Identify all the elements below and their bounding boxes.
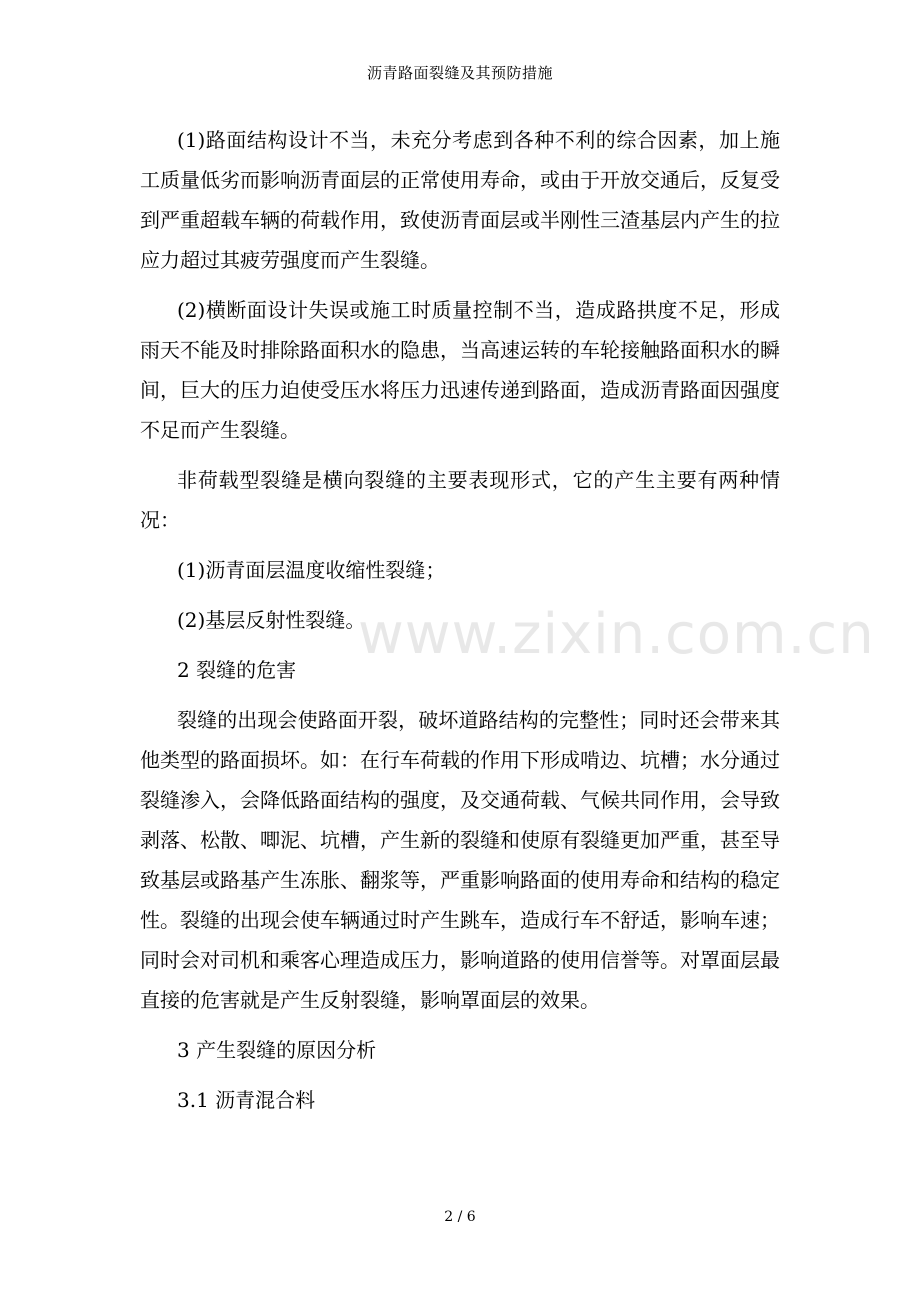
subsection-heading-3-1: 3.1 沥青混合料 [177,1088,316,1112]
page-number: 2 / 6 [444,1209,476,1225]
paragraph-nonload-item-2: (2)基层反射性裂缝。 [177,608,366,632]
page-header-title: 沥青路面裂缝及其预防措施 [366,64,553,82]
paragraph-nonload-intro: 非荷载型裂缝是横向裂缝的主要表现形式，它的产生主要有两种情况： [140,468,780,532]
paragraph-load-cause-2: (2)横断面设计失误或施工时质量控制不当，造成路拱度不足，形成雨天不能及时排除路面积水的隐患，当高速运转的车轮接触路面积水的瞬间，巨大的压力迫使受压水将压力迅速传递到路面，造成沥青路面因强度不足而产生裂缝。 [140,298,780,442]
section-heading-3: 3 产生裂缝的原因分析 [177,1038,377,1062]
document-body [140,120,780,1120]
section-heading-2: 2 裂缝的危害 [177,658,297,682]
paragraph-nonload-item-1: (1)沥青面层温度收缩性裂缝； [177,558,446,582]
paragraph-crack-hazards: 裂缝的出现会使路面开裂，破坏道路结构的完整性；同时还会带来其他类型的路面损坏。如：在行车荷载的作用下形成啃边、坑槽；水分通过裂缝渗入，会降低路面结构的强度，及交通荷载、气候共同作用，会导致剥落、松散、唧泥、坑槽，产生新的裂缝和使原有裂缝更加严重，甚至导致基层或路基产生冻胀、翻浆等，严重影响路面的使用寿命和结构的稳定性。裂缝的出现会使车辆通过时产生跳车，造成行车不舒适，影响车速；同时会对司机和乘客心理造成压力，影响道路的使用信誉等。对罩面层最直接的危害就是产生反射裂缝，影响罩面层的效果。 [140,708,780,1012]
paragraph-load-cause-1: (1)路面结构设计不当，未充分考虑到各种不利的综合因素，加上施工质量低劣而影响沥青面层的正常使用寿命，或由于开放交通后，反复受到严重超载车辆的荷载作用，致使沥青面层或半刚性三渣基层内产生的拉应力超过其疲劳强度而产生裂缝。 [140,128,780,272]
watermark-text: www.zixin.com.cn [358,602,875,667]
